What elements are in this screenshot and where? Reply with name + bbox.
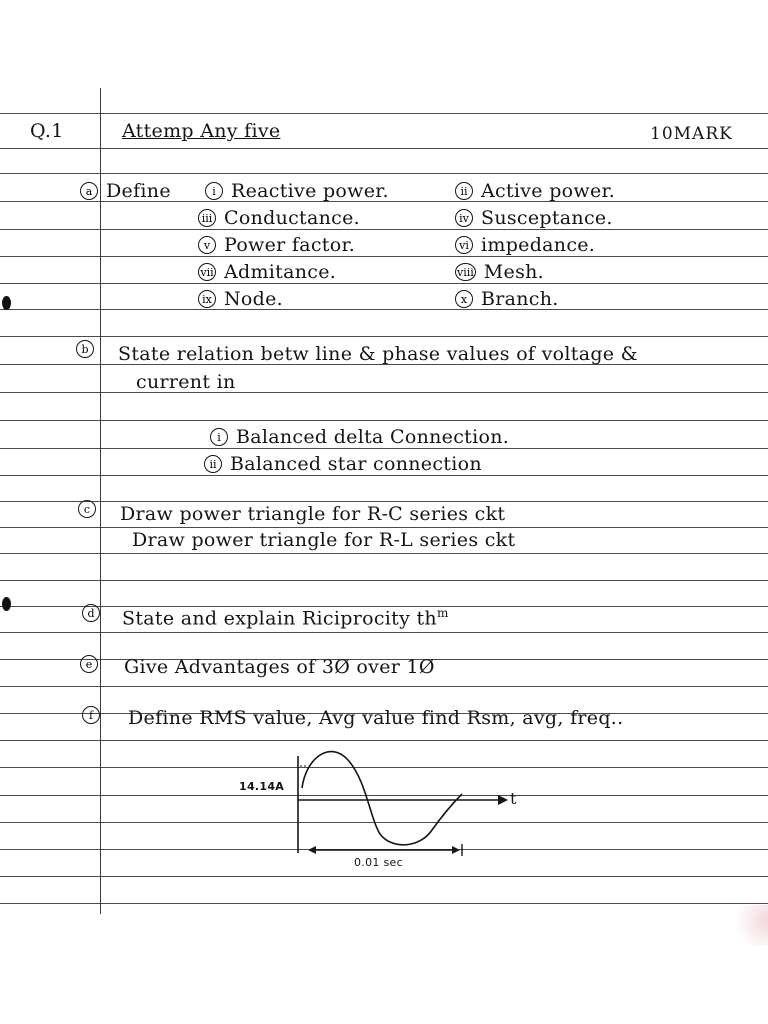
ink-blot xyxy=(2,597,11,611)
question-b-line1: State relation betw line & phase values of voltage & xyxy=(118,343,638,365)
peak-label: 14.14A xyxy=(239,780,285,793)
sub-question: Balanced star connection xyxy=(230,453,482,475)
term: impedance. xyxy=(481,234,596,256)
roman-marker: viii xyxy=(455,263,476,281)
marker-a: a xyxy=(80,182,98,200)
list-item xyxy=(455,288,559,310)
list-item xyxy=(198,207,360,229)
list-item xyxy=(455,207,613,229)
ruled-line xyxy=(0,148,768,149)
term: Mesh. xyxy=(483,261,545,283)
ruled-line xyxy=(0,686,768,687)
roman-marker: x xyxy=(455,290,473,308)
question-c-line2: Draw power triangle for R-L series ckt xyxy=(132,529,516,551)
ruled-line xyxy=(0,336,768,337)
list-item xyxy=(198,288,283,310)
ruled-line xyxy=(0,580,768,581)
term: Branch. xyxy=(481,288,559,310)
ruled-line xyxy=(0,173,768,174)
question-e: Give Advantages of 3Ø over 1Ø xyxy=(124,656,435,678)
question-d xyxy=(122,606,449,629)
marks-label: 10MARK xyxy=(650,124,733,144)
roman-marker: iv xyxy=(455,209,473,227)
question-a xyxy=(80,180,171,202)
ruled-line xyxy=(0,903,768,904)
question-f: Define RMS value, Avg value find Rsm, avg, freq.. xyxy=(128,707,624,729)
marker-e: e xyxy=(80,655,98,673)
axis-arrow-icon xyxy=(498,795,508,805)
roman-marker: ix xyxy=(198,290,216,308)
arrow-left-icon xyxy=(308,846,316,854)
superscript: m xyxy=(436,606,449,620)
margin-line xyxy=(100,88,101,914)
marker-b: b xyxy=(76,340,94,358)
ruled-line xyxy=(0,229,768,230)
ruled-line xyxy=(0,501,768,502)
term: Admitance. xyxy=(224,261,337,283)
ruled-line xyxy=(0,527,768,528)
list-item xyxy=(455,180,615,202)
term: Reactive power. xyxy=(231,180,389,202)
period-label: 0.01 sec xyxy=(354,856,403,869)
define-label: Define xyxy=(106,180,171,202)
ruled-line xyxy=(0,256,768,257)
list-item xyxy=(198,261,336,283)
roman-marker: i xyxy=(205,182,223,200)
roman-marker: iii xyxy=(198,209,216,227)
term: Conductance. xyxy=(224,207,360,229)
marker-d: d xyxy=(82,604,100,622)
ruled-line xyxy=(0,740,768,741)
ruled-line xyxy=(0,448,768,449)
roman-marker: i xyxy=(210,428,228,446)
ruled-line xyxy=(0,553,768,554)
roman-marker: vii xyxy=(198,263,216,281)
roman-marker: ii xyxy=(455,182,473,200)
list-item xyxy=(210,426,509,448)
question-d-text: State and explain Riciprocity th xyxy=(122,607,437,630)
question-b-line2: current in xyxy=(136,371,236,393)
question-number: Q.1 xyxy=(30,120,64,142)
ruled-line xyxy=(0,309,768,310)
arrow-right-icon xyxy=(452,846,460,854)
list-item xyxy=(204,453,482,475)
list-item xyxy=(198,234,355,256)
time-axis-label: t xyxy=(510,789,517,808)
page-stain xyxy=(728,905,768,945)
term: Susceptance. xyxy=(481,207,613,229)
list-item xyxy=(205,180,389,202)
list-item xyxy=(455,234,595,256)
ruled-line xyxy=(0,475,768,476)
roman-marker: vi xyxy=(455,236,473,254)
marker-f: f xyxy=(82,706,100,724)
ruled-line xyxy=(0,283,768,284)
term: Active power. xyxy=(481,180,616,202)
ruled-line xyxy=(0,392,768,393)
roman-marker: v xyxy=(198,236,216,254)
roman-marker: ii xyxy=(204,455,222,473)
marker-c: c xyxy=(78,500,96,518)
ruled-line xyxy=(0,113,768,114)
instruction-text: Attemp Any five xyxy=(122,120,281,142)
term: Power factor. xyxy=(224,234,356,256)
ruled-line xyxy=(0,420,768,421)
ink-blot xyxy=(2,296,11,310)
ruled-line xyxy=(0,632,768,633)
list-item xyxy=(455,261,544,283)
sine-curve xyxy=(302,752,462,845)
term: Node. xyxy=(224,288,284,310)
question-c-line1: Draw power triangle for R-C series ckt xyxy=(120,503,506,525)
sub-question: Balanced delta Connection. xyxy=(236,426,510,448)
